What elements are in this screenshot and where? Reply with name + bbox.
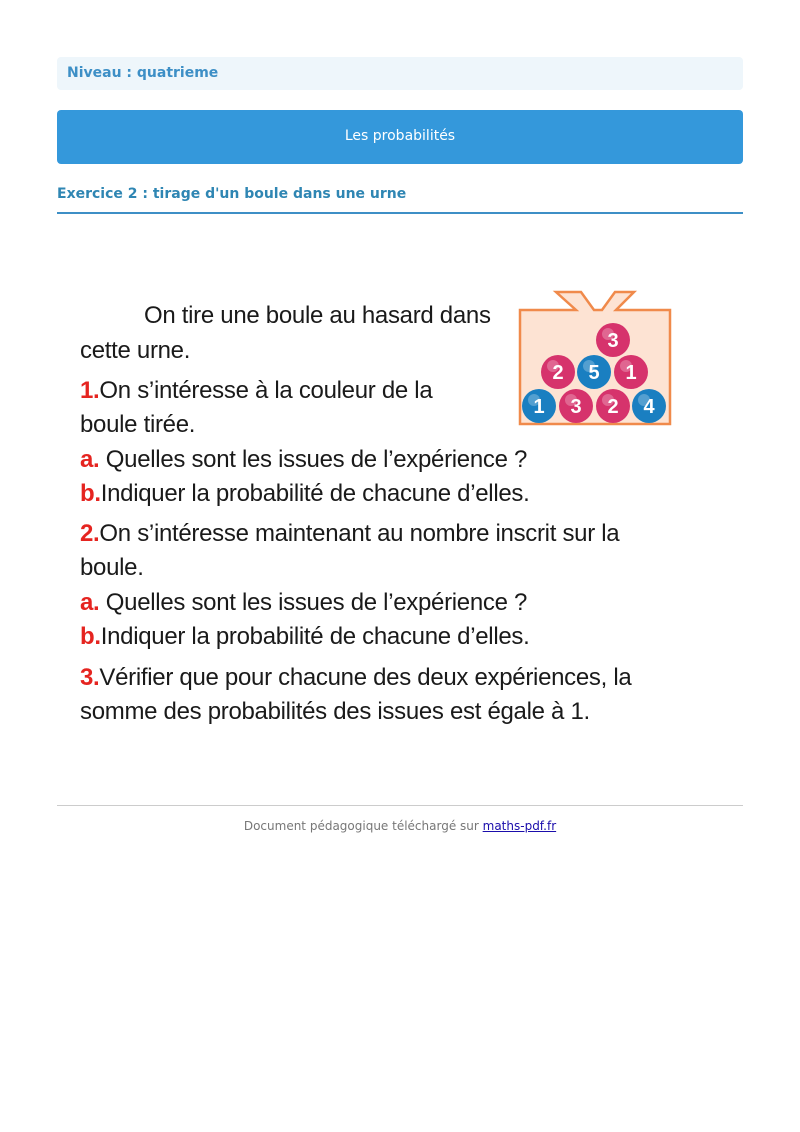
question-2 xyxy=(80,520,619,548)
intro-line-1: On tire une boule au hasard dans xyxy=(144,302,491,329)
question-2a xyxy=(80,589,527,617)
urn-illustration xyxy=(516,290,676,430)
footer xyxy=(0,819,800,833)
urn-ball-number: 3 xyxy=(607,330,619,352)
question-1b xyxy=(80,480,529,508)
urn-ball xyxy=(614,355,648,389)
footer-divider xyxy=(57,805,743,806)
question-1 xyxy=(80,377,432,405)
urn-ball-number: 5 xyxy=(588,362,600,384)
question-3 xyxy=(80,664,631,692)
urn-ball xyxy=(577,355,611,389)
urn-ball xyxy=(541,355,575,389)
urn-ball xyxy=(632,389,666,423)
urn-ball-number: 2 xyxy=(607,396,619,418)
question-3-number: 3. xyxy=(80,664,100,691)
footer-text: Document pédagogique téléchargé sur xyxy=(243,819,483,833)
question-3-text: Vérifier que pour chacune des deux expériences, la xyxy=(99,664,632,691)
urn-ball-number: 1 xyxy=(533,396,545,418)
question-2-line-2: boule. xyxy=(80,554,144,581)
urn-ball xyxy=(559,389,593,423)
question-2b-letter: b. xyxy=(80,623,101,650)
exercise-title: Exercice 2 : tirage d'un boule dans une urne xyxy=(57,186,407,202)
urn-ball xyxy=(522,389,556,423)
urn-ball-number: 3 xyxy=(570,396,582,418)
question-2-number: 2. xyxy=(80,520,100,547)
question-2b-text: Indiquer la probabilité de chacune d’elles. xyxy=(100,623,530,650)
question-1a-letter: a. xyxy=(80,446,100,473)
intro-line-2: cette urne. xyxy=(80,337,191,364)
question-3-line-2: somme des probabilités des issues est égale à 1. xyxy=(80,698,590,725)
question-1a xyxy=(80,446,527,474)
level-label: Niveau : quatrieme xyxy=(67,65,219,81)
chapter-title: Les probabilités xyxy=(344,128,456,144)
question-1b-text: Indiquer la probabilité de chacune d’elles. xyxy=(100,480,530,507)
question-1a-text: Quelles sont les issues de l’expérience ? xyxy=(105,446,528,473)
urn-ball-number: 1 xyxy=(625,362,637,384)
urn-ball xyxy=(596,389,630,423)
urn-ball xyxy=(596,323,630,357)
question-1-text: On s’intéresse à la couleur de la xyxy=(99,377,433,404)
question-2a-letter: a. xyxy=(80,589,100,616)
question-1b-letter: b. xyxy=(80,480,101,507)
question-2-text: On s’intéresse maintenant au nombre inscrit sur la xyxy=(99,520,620,547)
footer-link[interactable]: maths-pdf.fr xyxy=(482,819,557,833)
question-1-line-2: boule tirée. xyxy=(80,411,196,438)
urn-ball-number: 2 xyxy=(552,362,564,384)
question-2a-text: Quelles sont les issues de l’expérience ? xyxy=(105,589,528,616)
urn-ball-number: 4 xyxy=(643,396,655,418)
question-2b xyxy=(80,623,529,651)
question-1-number: 1. xyxy=(80,377,100,404)
